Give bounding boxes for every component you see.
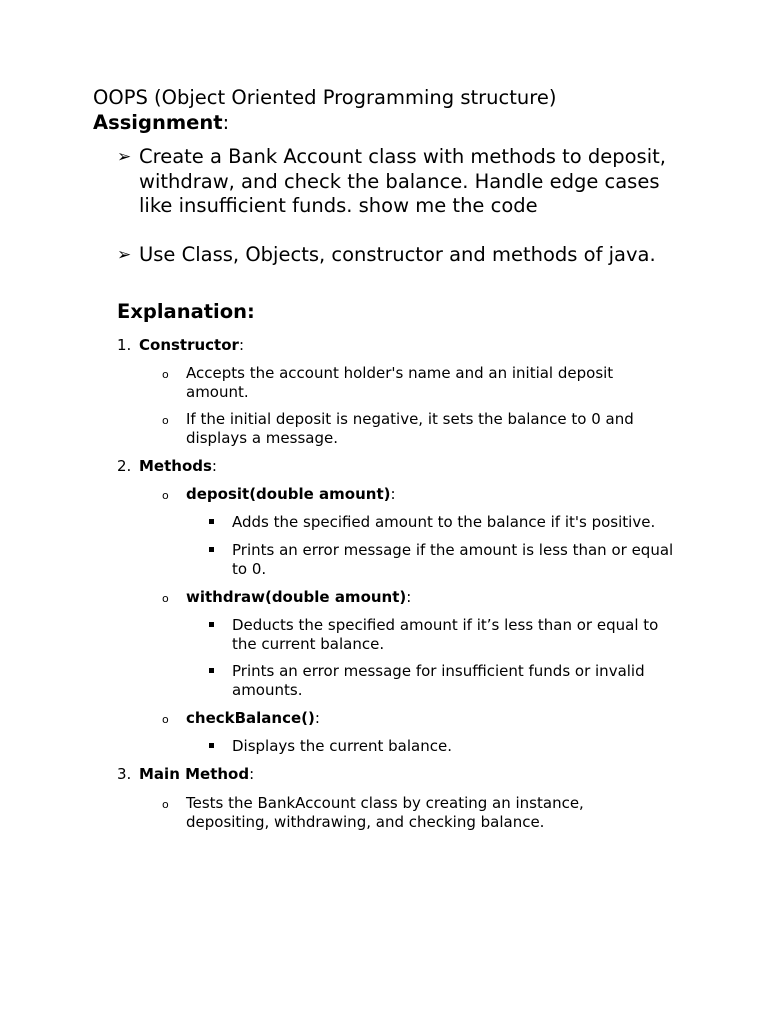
task-text: Create a Bank Account class with methods to deposit, withdraw, and check the balance. Handle edge cases like insufficient funds. show me the code [139,145,666,217]
list-item-text: Tests the BankAccount class by creating an instance, depositing, withdrawing, and checking balance. [186,794,584,831]
detail-text: Adds the specified amount to the balance if it's positive. [232,513,656,531]
square-bullet-icon [209,622,214,627]
square-bullet-icon [209,668,214,673]
section-title-line: Main Method: [139,765,255,783]
method-name-line: checkBalance(): [186,709,320,727]
detail-text: Displays the current balance. [232,737,452,755]
arrow-bullet-icon: ➢ [117,147,132,167]
detail-text: Deducts the specified amount if it’s less than or equal to the current balance. [232,616,659,653]
circle-bullet-icon: o [162,798,169,811]
method-name: checkBalance() [186,709,315,727]
method-name: withdraw(double amount) [186,588,407,606]
assignment-label: Assignment [93,111,223,134]
list-item-text: Accepts the account holder's name and an initial deposit amount. [186,364,614,401]
circle-bullet-icon: o [162,489,169,502]
assignment-heading [93,111,229,135]
square-bullet-icon [209,743,214,748]
section-title: Main Method [139,765,250,783]
circle-bullet-icon: o [162,713,169,726]
detail-text: Prints an error message if the amount is less than or equal to 0. [232,541,674,578]
assignment-colon: : [222,111,230,134]
detail-text: Prints an error message for insufficient funds or invalid amounts. [232,662,645,699]
circle-bullet-icon: o [162,368,169,381]
document-title: OOPS (Object Oriented Programming structure) [93,86,557,109]
section-number: 2. [117,457,132,475]
explanation-heading: Explanation: [117,300,255,323]
section-title-line: Constructor: [139,336,244,354]
circle-bullet-icon: o [162,592,169,605]
section-title: Methods [139,457,212,475]
task-text: Use Class, Objects, constructor and methods of java. [139,243,656,266]
method-name-line: withdraw(double amount): [186,588,412,606]
arrow-bullet-icon: ➢ [117,245,132,265]
section-number: 1. [117,336,132,354]
square-bullet-icon [209,547,214,552]
circle-bullet-icon: o [162,414,169,427]
section-title: Constructor [139,336,239,354]
method-name: deposit(double amount) [186,485,391,503]
method-name-line: deposit(double amount): [186,485,396,503]
section-title-line: Methods: [139,457,217,475]
section-number: 3. [117,765,132,783]
list-item-text: If the initial deposit is negative, it sets the balance to 0 and displays a message. [186,410,634,447]
square-bullet-icon [209,519,214,524]
